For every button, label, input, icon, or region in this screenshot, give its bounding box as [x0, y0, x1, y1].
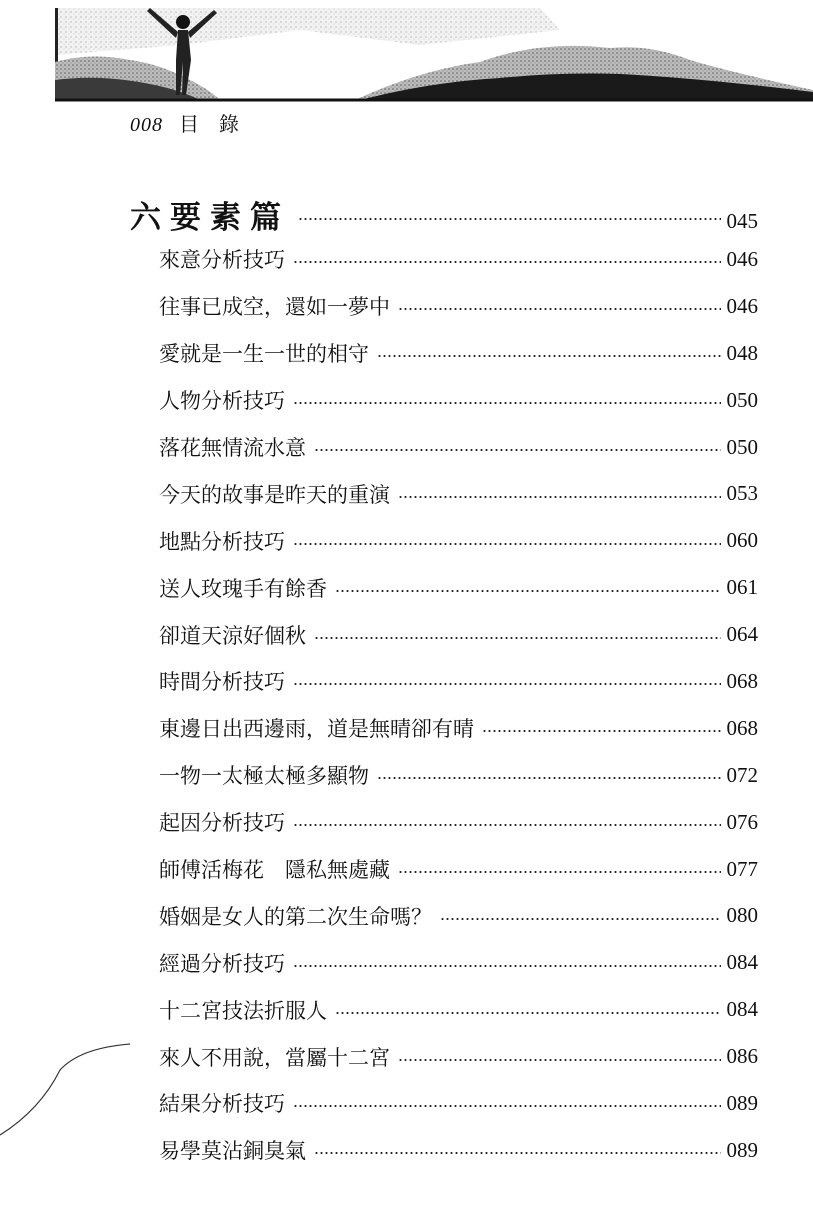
dot-leader	[293, 683, 721, 685]
toc-entry-title: 愛就是一生一世的相守	[159, 342, 369, 367]
section-title: 六要素篇	[130, 200, 290, 236]
toc-entry	[159, 470, 758, 517]
dot-leader	[293, 543, 721, 545]
dot-leader	[335, 1012, 721, 1014]
toc-entry-title: 結果分析技巧	[159, 1092, 285, 1117]
toc-entry-page: 064	[726, 622, 758, 647]
toc-entry-page: 050	[726, 434, 758, 459]
scan-stroke-mark	[0, 1030, 140, 1140]
dot-leader	[293, 965, 721, 967]
toc-entry	[159, 752, 758, 799]
toc-entry	[159, 564, 758, 611]
toc-entry	[159, 424, 758, 471]
toc-entry-title: 東邊日出西邊雨，道是無晴卻有晴	[159, 717, 474, 742]
toc-entry-title: 起因分析技巧	[159, 811, 285, 836]
toc-entry-title: 婚姻是女人的第二次生命嗎？	[159, 904, 432, 929]
toc-entry-title: 經過分析技巧	[159, 951, 285, 976]
dot-leader	[293, 1105, 721, 1107]
toc-entry	[159, 1033, 758, 1080]
dot-leader	[335, 590, 721, 592]
dot-leader	[398, 496, 721, 498]
dot-leader	[314, 1152, 721, 1154]
toc-entry	[159, 799, 758, 846]
dot-leader	[482, 730, 721, 732]
dot-leader	[440, 918, 721, 920]
dot-leader	[293, 261, 721, 263]
toc-entry-title: 一物一太極太極多顯物	[159, 764, 369, 789]
header-banner-illustration	[0, 0, 813, 108]
table-of-contents	[159, 236, 758, 1174]
toc-entry-page: 089	[726, 1137, 758, 1162]
toc-entry-title: 往事已成空，還如一夢中	[159, 295, 390, 320]
toc-entry-title: 十二宮技法折服人	[159, 998, 327, 1023]
toc-entry	[159, 939, 758, 986]
toc-entry-page: 084	[726, 950, 758, 975]
section-page-number: 045	[726, 209, 758, 233]
toc-entry-page: 060	[726, 528, 758, 553]
dot-leader	[377, 777, 721, 779]
toc-entry-page: 068	[726, 715, 758, 740]
dot-leader	[398, 871, 721, 873]
dot-leader	[314, 637, 721, 639]
toc-entry-page: 050	[726, 387, 758, 412]
toc-entry-title: 時間分析技巧	[159, 670, 285, 695]
toc-entry-page: 061	[726, 575, 758, 600]
toc-entry-title: 來人不用說，當屬十二宮	[159, 1045, 390, 1070]
toc-entry-title: 師傅活梅花 隱私無處藏	[159, 858, 390, 883]
dot-leader	[398, 1059, 721, 1061]
toc-entry-page: 089	[726, 1090, 758, 1115]
toc-entry-title: 卻道天涼好個秋	[159, 623, 306, 648]
dot-leader	[398, 308, 721, 310]
toc-entry-title: 落花無情流水意	[159, 436, 306, 460]
section-heading-row	[130, 192, 758, 236]
toc-entry	[159, 846, 758, 893]
toc-entry	[159, 986, 758, 1033]
running-title: 目 錄	[179, 112, 239, 136]
page-number: 008	[130, 114, 163, 136]
toc-entry	[159, 283, 758, 330]
dot-leader	[293, 402, 721, 404]
toc-entry-page: 046	[726, 293, 758, 318]
toc-entry-page: 068	[726, 668, 758, 693]
toc-entry-title: 易學莫沾銅臭氣	[159, 1139, 306, 1164]
toc-entry-page: 086	[726, 1044, 758, 1069]
toc-entry-page: 084	[726, 997, 758, 1022]
toc-entry	[159, 330, 758, 377]
toc-entry	[159, 1080, 758, 1127]
toc-entry-page: 053	[726, 481, 758, 506]
page-header	[130, 108, 239, 138]
dot-leader	[377, 355, 721, 357]
toc-entry	[159, 705, 758, 752]
toc-entry	[159, 377, 758, 424]
dot-leader	[298, 218, 721, 220]
toc-entry-page: 076	[726, 809, 758, 834]
dot-leader	[293, 824, 721, 826]
toc-entry-page: 072	[726, 762, 758, 787]
toc-entry-title: 送人玫瑰手有餘香	[159, 576, 327, 601]
toc-entry-title: 人物分析技巧	[159, 389, 285, 414]
toc-entry-title: 今天的故事是昨天的重演	[159, 482, 390, 507]
dot-leader	[314, 449, 721, 451]
toc-entry	[159, 611, 758, 658]
toc-entry	[159, 1127, 758, 1174]
toc-entry	[159, 892, 758, 939]
toc-entry-page: 046	[726, 246, 758, 271]
toc-entry-page: 080	[726, 903, 758, 928]
toc-entry-page: 048	[726, 340, 758, 365]
toc-entry	[159, 236, 758, 283]
toc-entry-title: 地點分析技巧	[159, 529, 285, 554]
toc-entry-page: 077	[726, 856, 758, 881]
toc-entry-title: 來意分析技巧	[159, 248, 285, 273]
toc-entry	[159, 658, 758, 705]
toc-entry	[159, 517, 758, 564]
